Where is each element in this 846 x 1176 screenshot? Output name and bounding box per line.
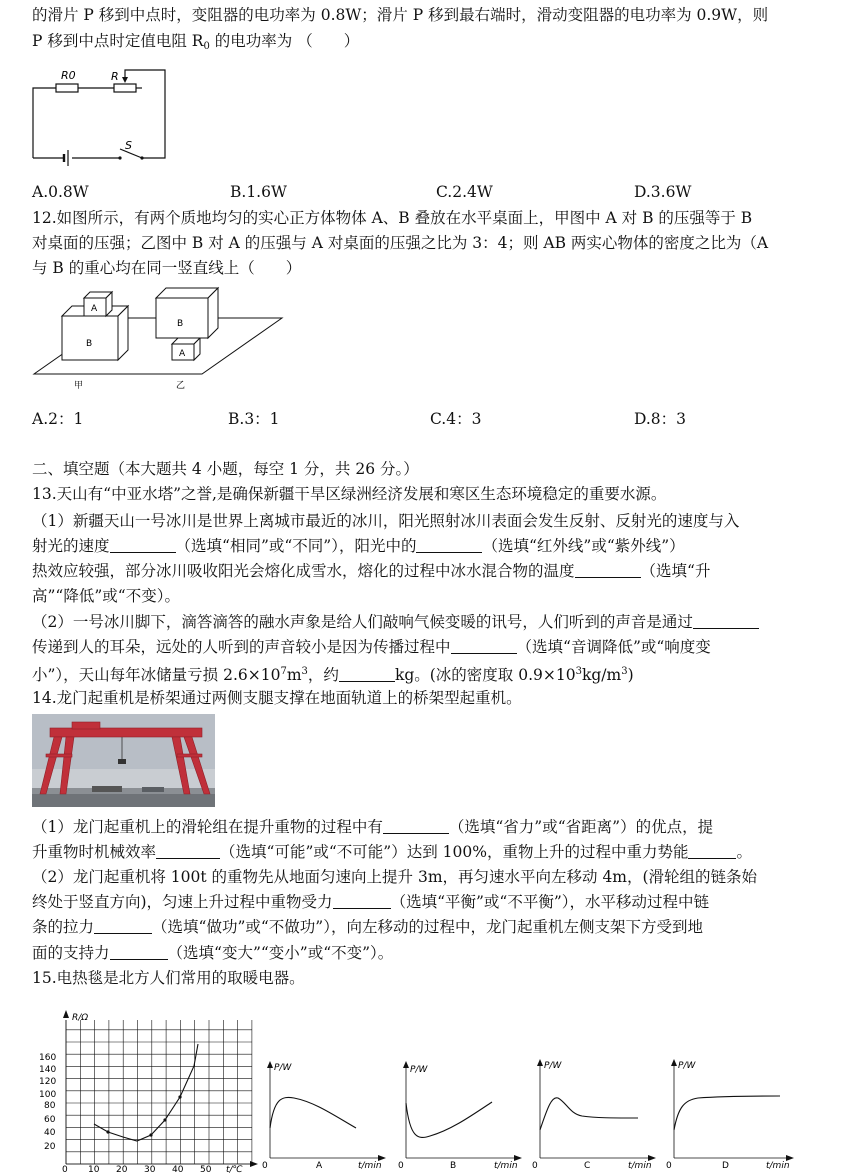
q13-text: （选填“相同”或“不同”），阳光中的 (175, 537, 417, 555)
q13-text: （选填“升 (640, 562, 711, 580)
rt-ylabel: R/Ω (72, 1013, 89, 1023)
answer-blank[interactable] (156, 842, 220, 859)
exponent: 3 (301, 666, 308, 677)
answer-blank[interactable] (451, 637, 517, 654)
answer-blank[interactable] (110, 536, 176, 553)
exponent: 7 (280, 666, 287, 677)
rt-ytick: 20 (44, 1142, 56, 1152)
graph-b-origin: 0 (398, 1161, 404, 1171)
graph-c-ylabel: P/W (544, 1061, 562, 1071)
q12-yi-b-label: B (177, 319, 184, 329)
graph-d-letter: D (722, 1161, 729, 1171)
q13-p1-line3 (32, 559, 710, 583)
graph-b-xlabel: t/min (494, 1161, 518, 1171)
q13-p2-line3 (32, 660, 634, 687)
q13-p2-line1 (32, 610, 759, 634)
graph-c-xlabel: t/min (628, 1161, 652, 1171)
graph-a-ylabel: P/W (274, 1063, 292, 1073)
q12-yi-caption: 乙 (176, 381, 186, 391)
q11-option-d: D.3.6W (634, 183, 692, 201)
graph-a-letter: A (316, 1161, 323, 1171)
q13-p1-line1: （1）新疆天山一号冰川是世界上离城市最近的冰川，阳光照射冰川表面会发生反射、反射光的速度与入 (32, 512, 740, 530)
q13-text: 传递到人的耳朵，远处的人听到的声音较小是因为传播过程中 (32, 638, 451, 656)
curve-b (406, 1102, 492, 1137)
graph-d-origin: 0 (666, 1161, 672, 1171)
q13-text: （选填“音调降低”或“响度变 (516, 638, 711, 656)
rt-curve (94, 1044, 198, 1141)
graph-d-xlabel: t/min (766, 1161, 790, 1171)
r-label: R (111, 70, 119, 83)
q12-option-d: D.8：3 (634, 410, 687, 428)
q13-text: m (286, 666, 302, 684)
power-time-graph-a (260, 1058, 390, 1170)
rt-xtick: 10 (88, 1165, 100, 1175)
q14-text: 。 (736, 843, 752, 861)
rt-ytick: 80 (44, 1101, 56, 1111)
q13-text: kg/m (581, 666, 622, 684)
answer-blank[interactable] (383, 817, 449, 834)
rt-ytick: 100 (39, 1090, 57, 1100)
q13-p1-line2 (32, 534, 685, 558)
q13-text: （选填“红外线”或“紫外线”） (482, 537, 685, 555)
q14-intro: 14.龙门起重机是桥架通过两侧支腿支撑在地面轨道上的桥架型起重机。 (32, 689, 522, 707)
rt-xtick: 40 (172, 1165, 184, 1175)
q12-line2: 对桌面的压强；乙图中 B 对 A 的压强与 A 对桌面的压强之比为 3：4；则 AB 两实心物体的密度之比为（A (32, 234, 769, 252)
rt-origin: 0 (62, 1165, 68, 1175)
q14-text: （选填“平衡”或“不平衡”），水平移动过程中链 (390, 893, 710, 911)
gantry-crane-photo (32, 714, 215, 807)
q14-p2-line1: （2）龙门起重机将 100t 的重物先从地面匀速向上提升 3m，再匀速水平向左移动 4m，(滑轮组的链条始 (32, 868, 758, 886)
q13-text: 热效应较强，部分冰川吸收阳光会熔化成雪水，熔化的过程中冰水混合物的温度 (32, 562, 575, 580)
q13-p2-line2 (32, 635, 711, 659)
graph-c-origin: 0 (532, 1161, 538, 1171)
q13-text: 射光的速度 (32, 537, 110, 555)
answer-blank[interactable] (416, 536, 482, 553)
answer-blank[interactable] (110, 943, 168, 960)
q13-text: （2）一号冰川脚下，滴答滴答的融水声象是给人们敲响气候变暖的讯号，人们听到的声音是通过 (32, 613, 693, 631)
q12-cube-figure (32, 284, 292, 392)
q12-line1: 12.如图所示，有两个质地均匀的实心正方体物体 A、B 叠放在水平桌面上，甲图中 A 对 B 的压强等于 B (32, 209, 753, 227)
rt-xlabel: t/℃ (226, 1165, 243, 1175)
q12-option-a: A.2：1 (32, 410, 84, 428)
graph-a-xlabel: t/min (358, 1161, 382, 1171)
rt-ytick: 140 (39, 1065, 57, 1075)
answer-blank[interactable] (94, 917, 152, 934)
graph-a-origin: 0 (262, 1161, 268, 1171)
q15-intro: 15.电热毯是北方人们常用的取暖电器。 (32, 969, 305, 987)
answer-blank[interactable] (575, 561, 641, 578)
q14-p2-line4 (32, 941, 393, 965)
q13-p1-line4: 高”“降低”或“不变）。 (32, 587, 180, 605)
q13-intro: 13.天山有“中亚水塔”之誉,是确保新疆干旱区绿洲经济发展和寒区生态环境稳定的重要水源。 (32, 485, 667, 503)
q14-p2-line3 (32, 915, 703, 939)
power-time-graph-d (664, 1058, 798, 1170)
resistance-temperature-graph (30, 1004, 260, 1175)
q13-text: 小”），天山每年冰储量亏损 2.6×10 (32, 666, 281, 684)
q12-option-b: B.3：1 (228, 410, 280, 428)
q12-jia-caption: 甲 (74, 381, 84, 391)
section-2-heading: 二、填空题（本大题共 4 小题，每空 1 分，共 26 分。） (32, 460, 419, 478)
q14-text: 面的支持力 (32, 944, 110, 962)
rt-xtick: 20 (116, 1165, 128, 1175)
q12-line3: 与 B 的重心均在同一竖直线上（ ） (32, 259, 302, 277)
power-time-graph-c (530, 1058, 660, 1170)
q11-circuit-diagram (30, 66, 175, 166)
q14-text: （选填“可能”或“不可能”）达到 100%，重物上升的过程中重力势能 (220, 843, 689, 861)
q14-text: 升重物时机械效率 (32, 843, 157, 861)
switch-label: S (125, 139, 132, 152)
exponent: 3 (575, 666, 582, 677)
q12-jia-b-label: B (86, 339, 93, 349)
q14-text: （选填“省力”或“省距离”）的优点，提 (448, 818, 714, 836)
curve-a (270, 1097, 356, 1128)
q14-text: （选填“做功”或“不做功”），向左移动的过程中，龙门起重机左侧支架下方受到地 (152, 918, 703, 936)
rt-xtick: 50 (200, 1165, 212, 1175)
answer-blank[interactable] (693, 612, 759, 629)
graph-b-ylabel: P/W (410, 1065, 428, 1075)
q11-line2 (32, 29, 359, 59)
rt-ytick: 40 (44, 1128, 56, 1138)
q12-jia-a-label: A (91, 304, 98, 314)
q11-line2-a: P 移到中点时定值电阻 R (32, 32, 204, 50)
q11-line2-b: 的电功率为 （ ） (209, 32, 360, 50)
q11-option-a: A.0.8W (32, 183, 89, 201)
q13-text: ，约 (307, 666, 339, 684)
answer-blank[interactable] (339, 665, 395, 682)
q14-text: 条的拉力 (32, 918, 95, 936)
q14-text: （1）龙门起重机上的滑轮组在提升重物的过程中有 (32, 818, 383, 836)
curve-d (674, 1096, 780, 1130)
q12-yi-a-label: A (179, 349, 186, 359)
graph-b-letter: B (450, 1161, 457, 1171)
rt-ytick: 160 (39, 1053, 57, 1063)
q14-p2-line2 (32, 890, 709, 914)
q13-text: ) (627, 666, 634, 684)
q11-option-c: C.2.4W (436, 183, 493, 201)
exponent: 3 (621, 666, 628, 677)
q14-text: 终处于竖直方向)，匀速上升过程中重物受力 (32, 893, 333, 911)
answer-blank[interactable] (333, 892, 391, 909)
graph-d-ylabel: P/W (678, 1061, 696, 1071)
q12-option-c: C.4：3 (430, 410, 482, 428)
power-time-graph-b (396, 1058, 526, 1170)
q13-text: kg。(冰的密度取 0.9×10 (394, 666, 576, 684)
graph-c-letter: C (584, 1161, 591, 1171)
q11-option-b: B.1.6W (230, 183, 287, 201)
rt-xtick: 30 (144, 1165, 156, 1175)
rt-ytick: 120 (39, 1077, 57, 1087)
q11-r0-subscript: 0 (203, 41, 210, 52)
rt-ytick: 60 (44, 1115, 56, 1125)
answer-blank[interactable] (688, 842, 736, 859)
q14-p1-line2 (32, 840, 752, 864)
q14-text: （选填“变大”“变小”或“不变”）。 (167, 944, 394, 962)
q11-line1: 的滑片 P 移到中点时，变阻器的电功率为 0.8W；滑片 P 移到最右端时，滑动变阻器的电功率为 0.9W，则 (32, 6, 769, 24)
q14-p1-line1 (32, 815, 713, 839)
curve-c (540, 1098, 638, 1130)
r0-label: R0 (61, 69, 76, 82)
